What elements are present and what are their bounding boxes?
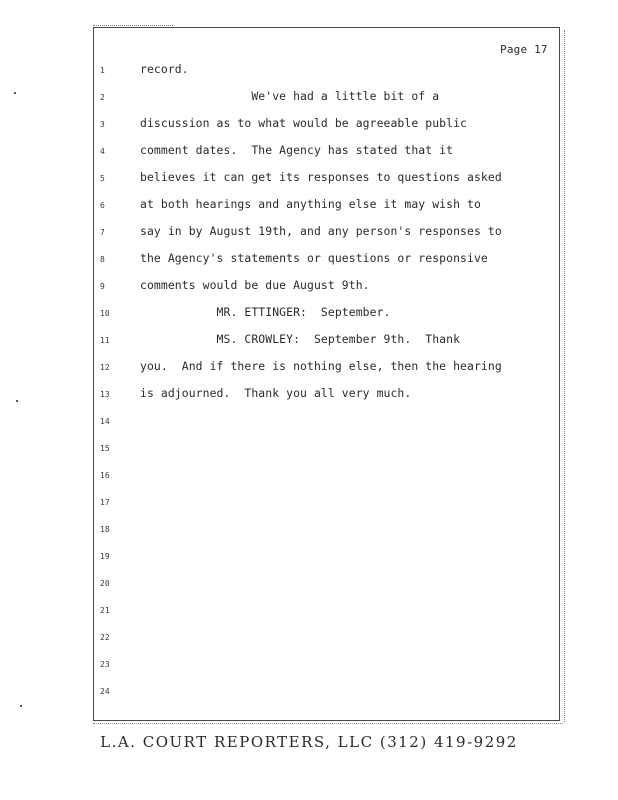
line-number: 8	[100, 255, 105, 264]
line-text: at both hearings and anything else it may wish to	[140, 197, 481, 211]
line-text: record.	[140, 62, 189, 76]
line-number: 22	[100, 633, 110, 642]
transcript-line	[0, 332, 618, 358]
line-text: MS. CROWLEY: September 9th. Thank	[140, 332, 461, 346]
transcript-line	[0, 656, 618, 682]
transcript-line	[0, 305, 618, 331]
transcript-line	[0, 683, 618, 709]
line-text: is adjourned. Thank you all very much.	[140, 386, 412, 400]
line-number: 2	[100, 93, 105, 102]
transcript-line	[0, 62, 618, 88]
line-text: comments would be due August 9th.	[140, 278, 370, 292]
transcript-line	[0, 224, 618, 250]
transcript-line	[0, 386, 618, 412]
line-number: 1	[100, 66, 105, 75]
line-text: discussion as to what would be agreeable public	[140, 116, 468, 130]
line-number: 4	[100, 147, 105, 156]
line-text: MR. ETTINGER: September.	[140, 305, 391, 319]
line-number: 9	[100, 282, 105, 291]
line-number: 10	[100, 309, 110, 318]
transcript-line	[0, 548, 618, 574]
line-number: 20	[100, 579, 110, 588]
line-text: We've had a little bit of a	[140, 89, 440, 103]
line-text: the Agency's statements or questions or responsive	[140, 251, 488, 265]
line-number: 11	[100, 336, 110, 345]
line-text: believes it can get its responses to questions asked	[140, 170, 502, 184]
transcript-line	[0, 116, 618, 142]
line-number: 13	[100, 390, 110, 399]
line-number: 17	[100, 498, 110, 507]
transcript-line	[0, 170, 618, 196]
transcript-line	[0, 278, 618, 304]
line-text: you. And if there is nothing else, then the hearing	[140, 359, 502, 373]
line-number: 12	[100, 363, 110, 372]
line-text: say in by August 19th, and any person's responses to	[140, 224, 502, 238]
transcript-line	[0, 494, 618, 520]
transcript-line	[0, 602, 618, 628]
transcript-line	[0, 89, 618, 115]
transcript-line	[0, 359, 618, 385]
line-number: 5	[100, 174, 105, 183]
line-number: 19	[100, 552, 110, 561]
transcript-line	[0, 143, 618, 169]
transcript-line	[0, 440, 618, 466]
transcript-line	[0, 467, 618, 493]
transcript-line	[0, 413, 618, 439]
frame-bottom-edge	[93, 720, 563, 724]
line-number: 14	[100, 417, 110, 426]
line-number: 18	[100, 525, 110, 534]
line-number: 6	[100, 201, 105, 210]
line-text: comment dates. The Agency has stated that it	[140, 143, 454, 157]
transcript-line	[0, 629, 618, 655]
line-number: 24	[100, 687, 110, 696]
line-number: 16	[100, 471, 110, 480]
line-number: 7	[100, 228, 105, 237]
line-number: 3	[100, 120, 105, 129]
court-reporter-footer: L.A. COURT REPORTERS, LLC (312) 419-9292	[100, 733, 518, 751]
transcript-line	[0, 197, 618, 223]
line-number: 21	[100, 606, 110, 615]
page-number: Page 17	[500, 43, 548, 56]
transcript-line	[0, 251, 618, 277]
line-number: 15	[100, 444, 110, 453]
transcript-line	[0, 575, 618, 601]
transcript-line	[0, 521, 618, 547]
line-number: 23	[100, 660, 110, 669]
